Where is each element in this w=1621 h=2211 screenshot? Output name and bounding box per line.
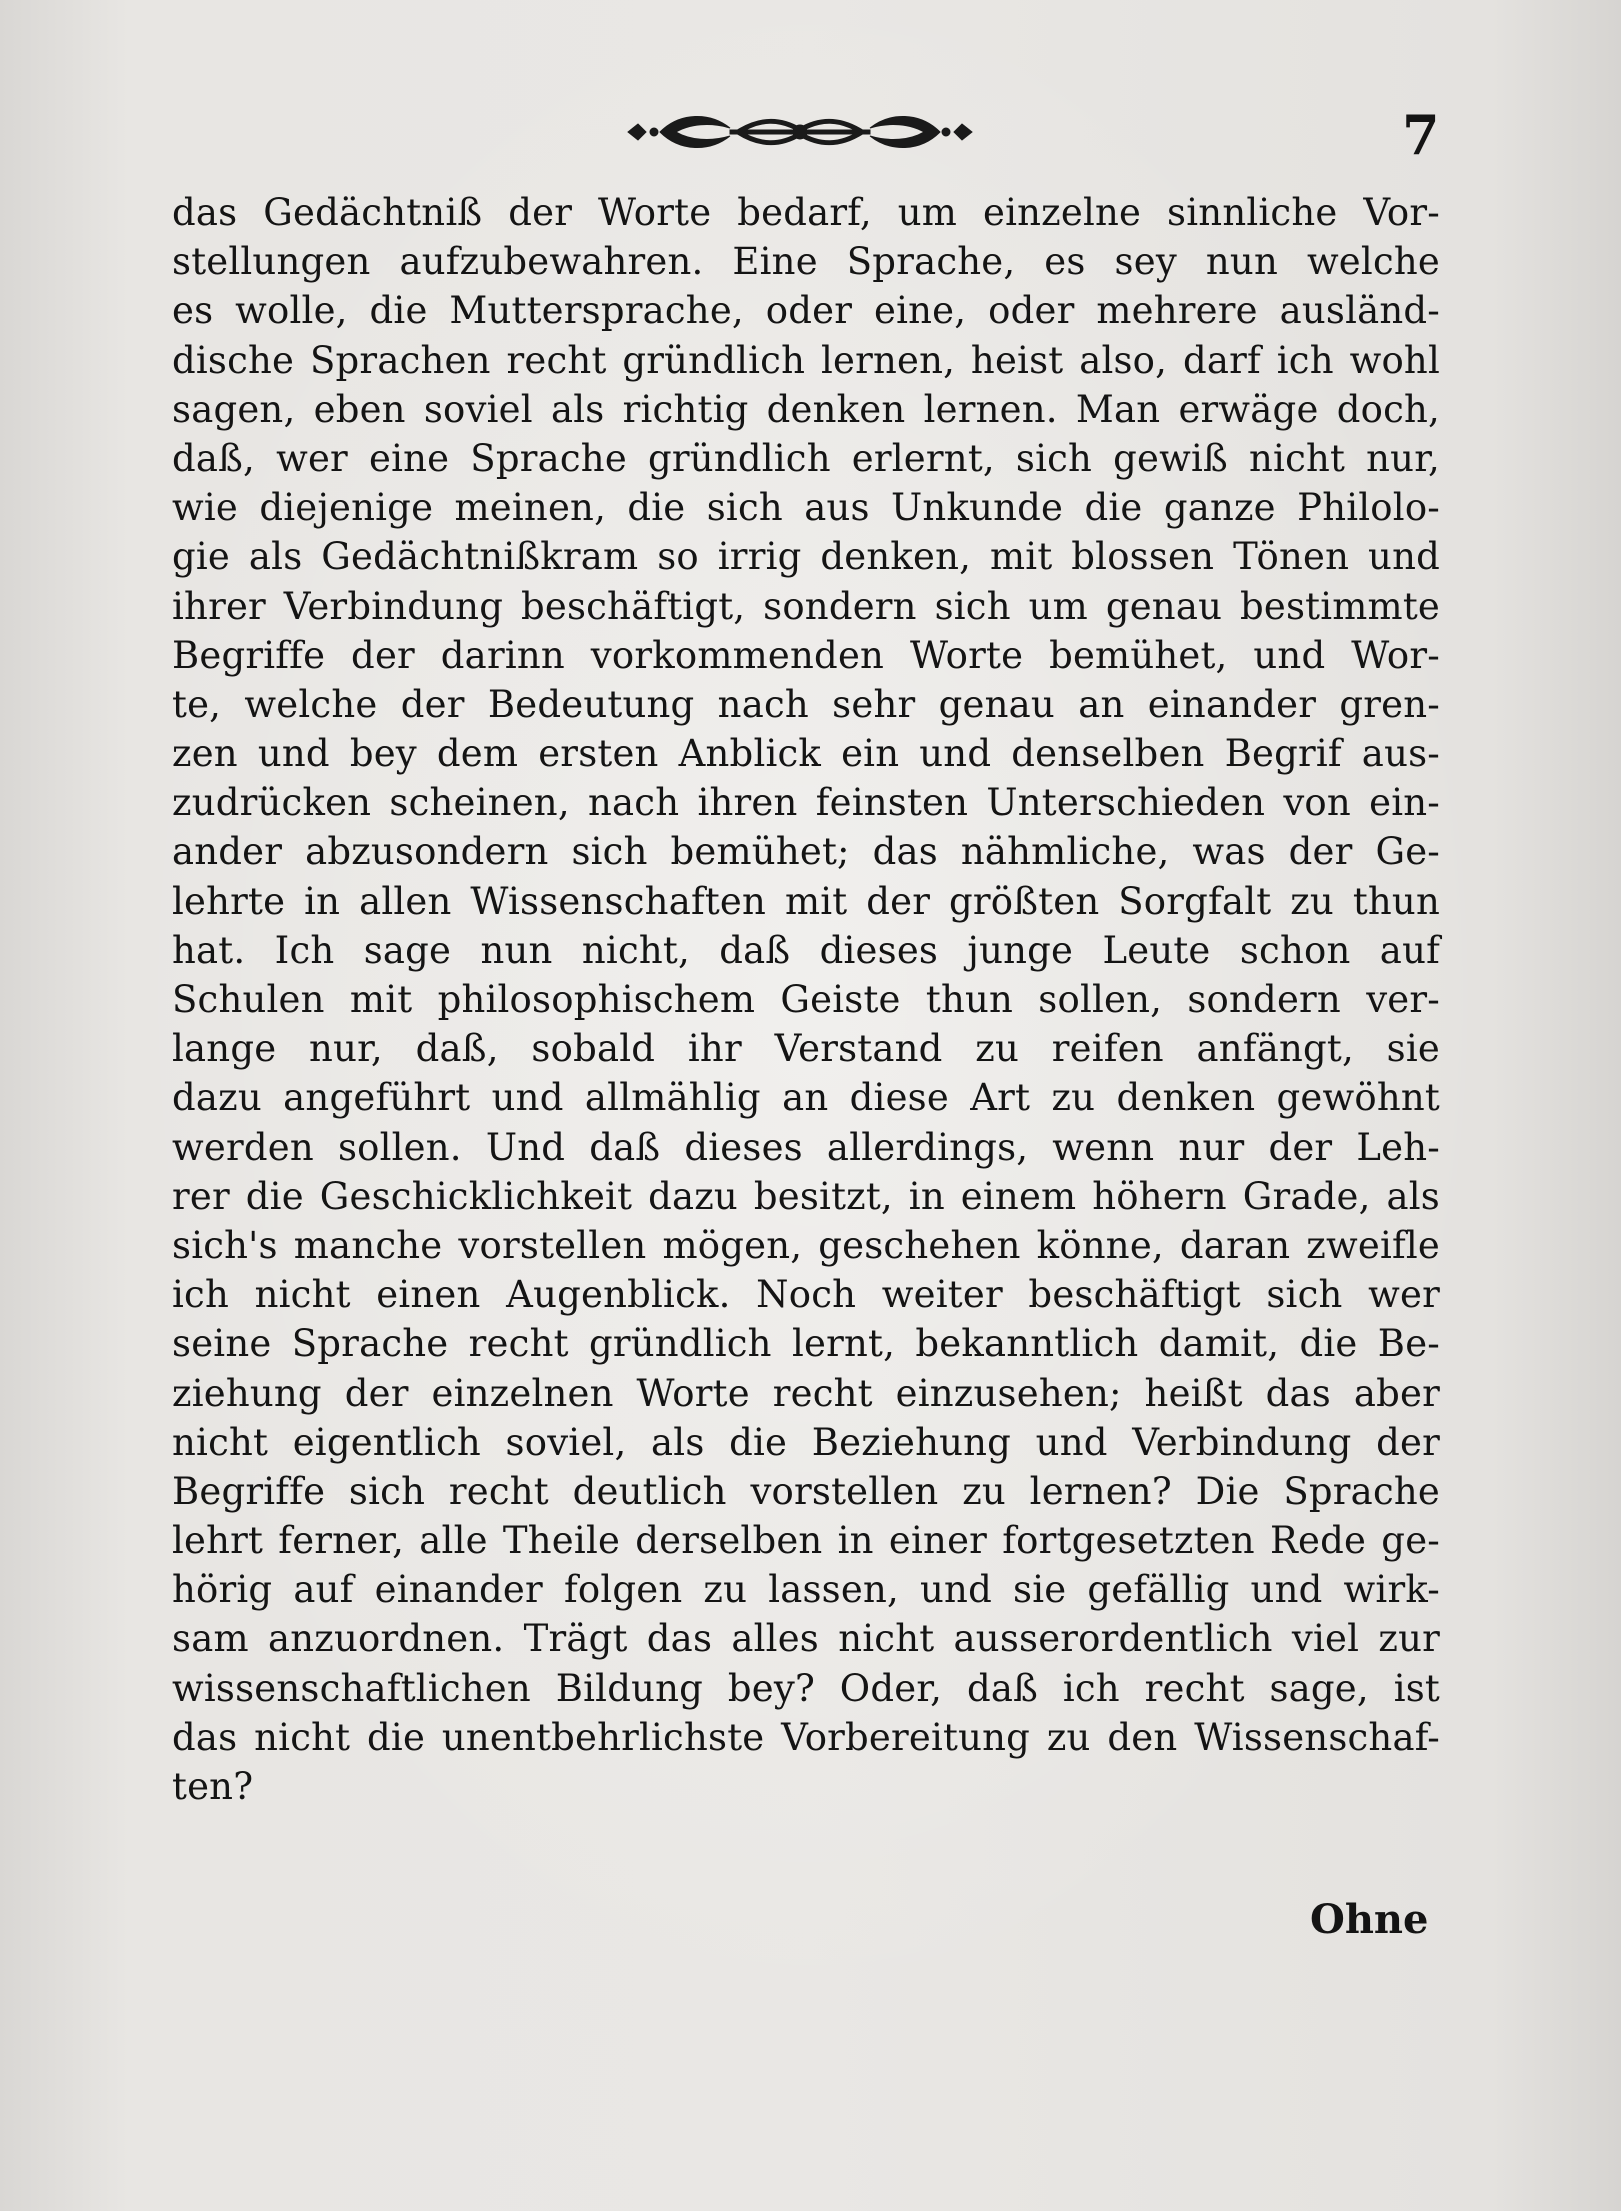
text-line: lange nur, daß, sobald ihr Verstand zu reifen anfängt, sie: [172, 1027, 1440, 1071]
catchword: Ohne: [1310, 1896, 1429, 1943]
text-line: wie diejenige meinen, die sich aus Unkunde die ganze Philolo-: [172, 486, 1440, 530]
text-line: zen und bey dem ersten Anblick ein und denselben Begrif aus-: [172, 732, 1440, 776]
text-line: Schulen mit philosophischem Geiste thun sollen, sondern ver-: [172, 978, 1440, 1021]
text-line: stellungen aufzubewahren. Eine Sprache, es sey nun welche: [172, 240, 1440, 284]
page-number: 7: [1402, 103, 1440, 167]
text-line: lehrt ferner, alle Theile derselben in einer fortgesetzten Rede ge-: [172, 1519, 1440, 1563]
text-line: daß, wer eine Sprache gründlich erlernt, sich gewiß nicht nur,: [172, 436, 1440, 480]
body-text: [172, 188, 1440, 1811]
text-line: das Gedächtniß der Worte bedarf, um einzelne sinnliche Vor-: [172, 191, 1440, 234]
decorative-vignette-icon: [620, 104, 980, 160]
text-line: nicht eigentlich soviel, als die Beziehung und Verbindung der: [172, 1420, 1440, 1464]
text-line: sich's manche vorstellen mögen, geschehen könne, daran zweifle: [172, 1223, 1440, 1267]
text-line: hat. Ich sage nun nicht, daß dieses junge Leute schon auf: [172, 928, 1440, 972]
text-line: sam anzuordnen. Trägt das alles nicht ausserordentlich viel zur: [172, 1617, 1440, 1661]
text-line: es wolle, die Muttersprache, oder eine, oder mehrere ausländ-: [172, 289, 1440, 333]
text-line: seine Sprache recht gründlich lernt, bekanntlich damit, die Be-: [172, 1322, 1440, 1366]
text-line: sagen, eben soviel als richtig denken lernen. Man erwäge doch,: [172, 387, 1440, 431]
text-line: te, welche der Bedeutung nach sehr genau an einander gren-: [172, 682, 1440, 726]
text-line: zudrücken scheinen, nach ihren feinsten Unterschieden von ein-: [172, 781, 1440, 825]
text-line: ziehung der einzelnen Worte recht einzusehen; heißt das aber: [172, 1371, 1440, 1415]
text-line: dische Sprachen recht gründlich lernen, heist also, darf ich wohl: [172, 338, 1440, 382]
text-line: rer die Geschicklichkeit dazu besitzt, in einem höhern Grade, als: [172, 1174, 1440, 1218]
text-line: wissenschaftlichen Bildung bey? Oder, daß ich recht sage, ist: [172, 1666, 1440, 1710]
text-line: Begriffe sich recht deutlich vorstellen zu lernen? Die Sprache: [172, 1469, 1440, 1513]
text-line: gie als Gedächtnißkram so irrig denken, mit blossen Tönen und: [172, 535, 1440, 579]
text-line: Begriffe der darinn vorkommenden Worte bemühet, und Wor-: [172, 633, 1440, 677]
text-line: ihrer Verbindung beschäftigt, sondern sich um genau bestimmte: [172, 584, 1440, 628]
text-line: ander abzusondern sich bemühet; das nähmliche, was der Ge-: [172, 830, 1440, 874]
text-line: werden sollen. Und daß dieses allerdings, wenn nur der Leh-: [172, 1125, 1440, 1169]
text-line: ten?: [172, 1765, 254, 1808]
text-line: lehrte in allen Wissenschaften mit der größten Sorgfalt zu thun: [172, 879, 1440, 923]
text-line: ich nicht einen Augenblick. Noch weiter beschäftigt sich wer: [172, 1273, 1440, 1317]
text-line: das nicht die unentbehrlichste Vorbereitung zu den Wissenschaf-: [172, 1715, 1440, 1759]
text-line: hörig auf einander folgen zu lassen, und sie gefällig und wirk-: [172, 1568, 1440, 1612]
text-line: dazu angeführt und allmählig an diese Art zu denken gewöhnt: [172, 1076, 1440, 1120]
